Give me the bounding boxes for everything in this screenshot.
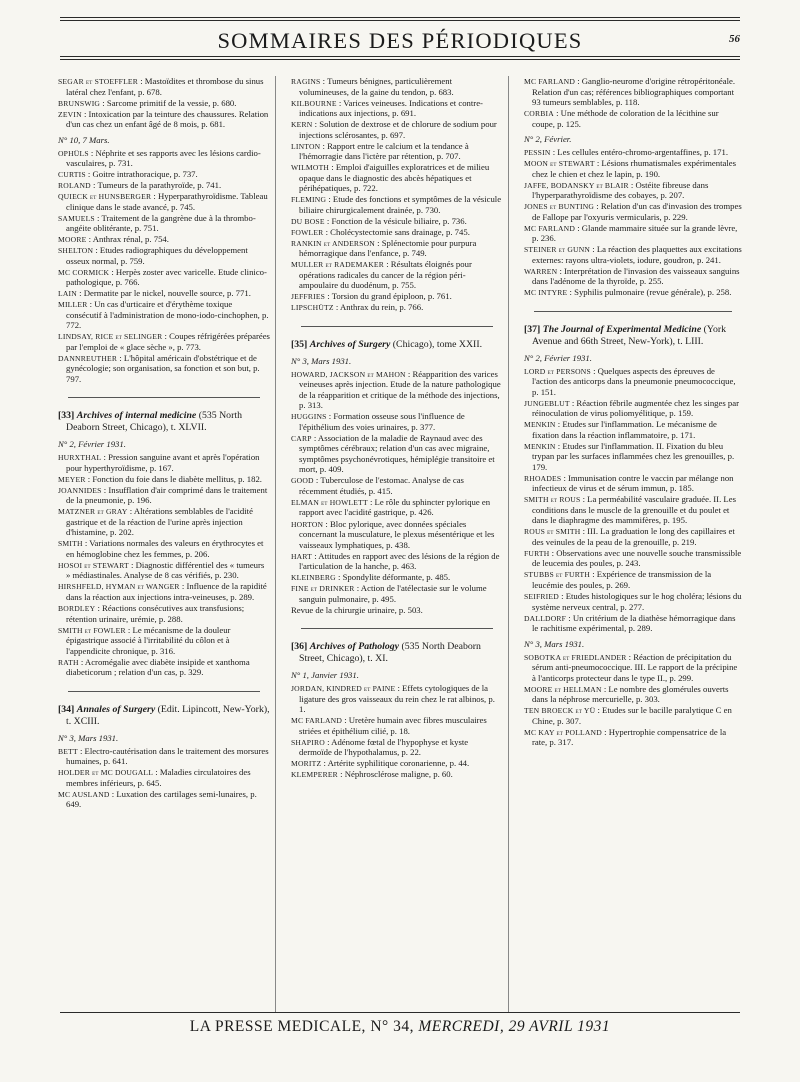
article-authors: HART <box>291 551 313 561</box>
journal-heading <box>58 704 270 728</box>
article-authors: SMITH et FOWLER <box>58 625 126 635</box>
article-title: : Le mécanisme de la douleur épigastrique associé à l'irritabilité du côlon et à l'appendicite chronique, p. 316. <box>66 624 231 656</box>
article-authors: JAFFE, BODANSKY et BLAIR <box>524 180 629 190</box>
article-authors: MENKIN <box>524 420 556 430</box>
article-authors: SHAPIRO <box>291 737 325 747</box>
article-title: : Bloc pylorique, avec données spéciales concernant la musculature, le plexus mésentérique et les vaisseaux lymphatiques, p. 438. <box>299 518 495 550</box>
issue-heading: N° 3, Mars 1931. <box>58 732 119 743</box>
article-title: : Un cas d'urticaire et d'érythème toxique consécutif à l'administration de mono-iodo-cinchophen, p. 772. <box>66 299 269 331</box>
article-title: : Réapparition des varices veineuses après injection. Etude de la nature pathologique de la réapparition et critique de la méthode des injections, p. 313. <box>299 368 501 411</box>
article-entry <box>524 548 742 569</box>
article-entry <box>291 715 503 736</box>
issue-heading: N° 2, Février 1931. <box>58 439 126 450</box>
article-authors: CURTIS <box>58 170 86 180</box>
footer-issue: N° 34, <box>370 1018 414 1035</box>
article-title: : Artérite syphilitique coronarienne, p. 44. <box>323 758 470 769</box>
article-entry <box>291 497 503 518</box>
article-entry <box>524 266 742 287</box>
article-title: : Torsion du grand épiploon, p. 761. <box>327 291 452 302</box>
article-entry <box>524 180 742 201</box>
article-title: : Résultats éloignés pour opérations radicales du cancer de la région péri-ampoulaire du duodénum, p. 755. <box>299 259 472 291</box>
article-title: : Association de la maladie de Raynaud avec des symptômes cérébraux; relation d'un cas avec migraine, symptômes psychonévrotiques, hémiplégie transitoire et mort, p. 409. <box>299 432 495 475</box>
article-authors: KLEMPERER <box>291 770 338 780</box>
article-title: : Néphrosclérose maligne, p. 60. <box>340 769 453 780</box>
article-title: : Varices veineuses. Indications et contre-indications aux injections, p. 691. <box>299 97 483 119</box>
article-authors: LORD et PERSONS <box>524 366 591 376</box>
article-entry <box>524 366 742 398</box>
column-3 <box>524 76 742 1012</box>
journal-name: Annales of Surgery <box>76 703 156 715</box>
article-authors: MOORE <box>58 235 87 245</box>
article-title: : Goitre intrathoracique, p. 737. <box>87 169 198 180</box>
footer-journal: LA PRESSE MEDICALE, <box>189 1018 366 1035</box>
article-title: : Influence de la rapidité dans la réaction aux injections intra-veineuses, p. 289. <box>66 581 267 602</box>
article-entry <box>58 98 270 109</box>
article-title: : Un critérium de la diathèse hémorragique dans le rachitisme expérimental, p. 289. <box>532 612 736 634</box>
article-authors: SEGAR et STOEFFLER <box>58 77 139 86</box>
article-authors: HORTON <box>291 519 324 529</box>
article-entry <box>291 141 503 162</box>
article-title: : Hyperparathyroïdisme. Tableau clinique dans le stade avancé, p. 745. <box>66 191 268 212</box>
journal-heading <box>291 339 503 351</box>
article-title: : Quelques aspects des épreuves de l'action des anticorps dans la pneumonie pneumococcique, p. 151. <box>532 365 736 397</box>
article-entry <box>524 684 742 705</box>
article-entry <box>524 76 742 108</box>
column-2 <box>291 76 509 1012</box>
article-entry <box>58 148 270 169</box>
article-entry <box>58 452 270 473</box>
article-title: : Cholécystectomie sans drainage, p. 745. <box>325 226 470 237</box>
article-entry <box>58 506 270 538</box>
article-entry <box>524 727 742 748</box>
header-rule-bottom-2 <box>60 59 740 60</box>
article-entry <box>291 583 503 604</box>
article-authors: WARREN <box>524 266 558 276</box>
page-number: 56 <box>729 33 740 45</box>
article-entry <box>291 683 503 715</box>
article-title: : Fonction de la vésicule biliaire, p. 736. <box>326 215 467 226</box>
article-title: : Tuberculose de l'estomac. Analyse de cas récemment étudiés, p. 415. <box>299 475 464 496</box>
journal-details: (Chicago), tome XXII. <box>392 338 483 350</box>
article-authors: RATH <box>58 657 79 667</box>
article-entry <box>58 288 270 299</box>
article-entry <box>291 238 503 259</box>
article-authors: MENKIN <box>524 441 556 451</box>
article-entry <box>524 223 742 244</box>
article-entry <box>291 119 503 140</box>
footer-date: 29 AVRIL 1931 <box>508 1018 611 1035</box>
article-authors: SMITH et ROUS <box>524 495 581 505</box>
article-title: : Dermatite par le nickel, nouvelle source, p. 771. <box>79 288 251 299</box>
article-entry <box>524 244 742 265</box>
article-authors: MATZNER et GRAY <box>58 507 128 517</box>
article-authors: KLEINBERG <box>291 573 336 583</box>
article-authors: MC AUSLAND <box>58 789 110 799</box>
article-authors: SOBOTKA et FRIEDLANDER <box>524 652 627 662</box>
article-title: : Relation d'un cas d'invasion des trompes de Fallope par l'oxyuris vermicularis, p. 229. <box>532 201 742 222</box>
journal-number: [33] <box>58 410 75 422</box>
article-title: : Tumeurs bénignes, particulièrement volumineuses, de la gaine du tendon, p. 683. <box>299 76 454 97</box>
article-entry <box>58 245 270 266</box>
article-title: : Adénome fœtal de l'hypophyse et kyste dermoïde de l'hypothalamus, p. 22. <box>299 736 469 758</box>
article-entry <box>524 441 742 473</box>
article-entry <box>291 194 503 215</box>
article-entry <box>58 657 270 678</box>
journal-details: (York Avenue and 66th Street, New-York), t. LIII. <box>532 323 727 347</box>
article-authors: MC CORMICK <box>58 267 110 277</box>
page-header-title: SOMMAIRES DES PÉRIODIQUES <box>217 28 583 53</box>
section-divider <box>301 326 493 327</box>
article-entry <box>524 398 742 419</box>
article-title: : La réaction des plaquettes aux excitations externes: rayons ultra-violets, iodure, goudron, p. 241. <box>532 244 742 265</box>
article-entry <box>291 227 503 238</box>
article-title: : Réaction de précipitation du sérum anti-pneumococcique. III. Le rapport de la précipine à l'anticorps protecteur dans le type II., p. 299. <box>532 651 738 683</box>
article-title: : Action de l'atélectasie sur le volume sanguin pulmonaire, p. 495. <box>299 583 487 604</box>
article-authors: ROUS et SMITH <box>524 527 581 537</box>
article-entry <box>58 746 270 767</box>
article-authors: TEN BROECK et YÜ <box>524 706 596 716</box>
article-authors: SHELTON <box>58 246 94 256</box>
article-title: : Traitement de la gangrène due à la thrombo-angéite oblitérante, p. 751. <box>66 212 256 234</box>
article-authors: CARP <box>291 433 312 443</box>
article-authors: HOWARD, JACKSON et MAHON <box>291 369 406 379</box>
journal-heading <box>58 410 270 434</box>
article-title: : Ostéite fibreuse dans l'hyperparathyroïdisme des cobayes, p. 207. <box>532 179 709 201</box>
issue-heading: N° 1, Janvier 1931. <box>291 670 359 681</box>
article-title: : Hypertrophie compensatrice de la rate, p. 317. <box>532 726 727 748</box>
article-authors: BRUNSWIG <box>58 98 101 108</box>
article-title: : Formation osseuse sous l'influence de l'épithélium des voies urinaires, p. 377. <box>299 411 465 432</box>
article-entry <box>291 369 503 411</box>
article-entry <box>291 162 503 194</box>
article-entry <box>58 581 270 602</box>
article-authors: SAMUELS <box>58 213 95 223</box>
article-entry <box>291 551 503 572</box>
article-authors: JEFFRIES <box>291 292 326 302</box>
article-authors: STEINER et GUNN <box>524 245 591 255</box>
article-title: : Etudes radiographiques du développement osseux normal, p. 759. <box>66 245 248 266</box>
article-title: : Maladies circulatoires des membres inférieurs, p. 645. <box>66 767 251 788</box>
journal-name: Archives of Pathology <box>309 641 400 653</box>
article-title: : Expérience de transmission de la leucémie des poules, p. 269. <box>532 569 712 590</box>
journal-details: (535 North Deaborn Street, Chicago), t. XI. <box>299 641 481 665</box>
article-title: : Glande mammaire située sur la grande lèvre, p. 236. <box>532 222 738 244</box>
article-title: : Intoxication par la teinture des chaussures. Relation d'un cas chez un enfant âgé de 8 mois, p. 681. <box>66 108 269 130</box>
article-title: : Etudes sur le bacille paralytique C en Chine, p. 307. <box>532 705 732 726</box>
journal-heading <box>291 641 503 665</box>
article-title: : Pression sanguine avant et après l'opération pour hyperthyroïdisme, p. 167. <box>66 452 260 473</box>
article-authors: KILBOURNE <box>291 98 337 108</box>
article-authors: RHOADES <box>524 473 562 483</box>
article-title: : Tumeurs de la parathyroïde, p. 741. <box>93 180 222 191</box>
article-entry <box>58 76 270 97</box>
article-title: : Diagnostic différentiel des « tumeurs » médiastinales. Analyse de 8 cas vérifiés, p. 230. <box>66 559 265 581</box>
article-entry <box>58 267 270 288</box>
article-entry <box>291 98 503 119</box>
article-authors: DU BOSE <box>291 216 325 226</box>
journal-number: [35] <box>291 338 308 350</box>
header-rule-top <box>60 17 740 18</box>
article-authors: FINE et DRINKER <box>291 584 355 594</box>
article-entry <box>291 519 503 551</box>
journal-number: [34] <box>58 703 75 715</box>
footer-day: MERCREDI, <box>418 1018 505 1035</box>
article-title: : Effets cytologiques de la ligature des gros vaisseaux du rein chez le rat albinos, p. 1. <box>299 683 495 715</box>
article-authors: HURXTHAL <box>58 453 102 463</box>
section-divider <box>68 397 260 398</box>
article-entry <box>524 201 742 222</box>
article-authors: LINDSAY, RICE et SELINGER <box>58 332 163 342</box>
journal-name: The Journal of Experimental Medicine <box>542 323 702 335</box>
article-title: : Le rôle du sphincter pylorique en rapport avec l'acidité gastrique, p. 426. <box>299 496 491 518</box>
footer-rule <box>60 1012 740 1013</box>
article-authors: HIRSHFELD, HYMAN et WANGER <box>58 582 180 592</box>
article-authors: HOLDER et MC DOUGALL <box>58 768 154 778</box>
article-entry <box>524 473 742 494</box>
article-title: : Herpès zoster avec varicelle. Etude clinico-pathologique, p. 766. <box>66 266 267 288</box>
article-entry <box>291 737 503 758</box>
article-entry <box>524 652 742 684</box>
article-title: : Attitudes en rapport avec des lésions de la région de l'articulation de la hanche, p. 463. <box>299 550 500 572</box>
article-title: : Réaction fébrile augmentée chez les singes par réinoculation de virus poliomyélitique, p. 159. <box>532 397 740 419</box>
article-entry <box>524 494 742 526</box>
article-authors: JONES et BUNTING <box>524 202 595 212</box>
journal-name: Archives of internal medicine <box>76 410 197 422</box>
article-authors: RANKIN et ANDERSON <box>291 238 375 248</box>
article-entry <box>58 299 270 331</box>
article-title: : Etudes histologiques sur le hog choléra; lésions du système nerveux central, p. 277. <box>532 591 742 612</box>
article-entry <box>58 485 270 506</box>
article-authors: SMITH <box>58 539 83 549</box>
article-authors: SEIFRIED <box>524 592 559 601</box>
article-entry <box>291 259 503 291</box>
article-entry <box>524 287 742 298</box>
article-authors: MC FARLAND <box>524 223 576 233</box>
article-entry <box>524 419 742 440</box>
article-entry <box>524 613 742 634</box>
section-divider <box>301 628 493 629</box>
article-title: : Interprétation de l'invasion des vaisseaux sanguins dans l'adénome de la thyroïde, p. 255. <box>532 265 740 287</box>
article-entry <box>58 353 270 385</box>
article-entry <box>291 475 503 496</box>
article-authors: HOSOI et STEWART <box>58 560 129 570</box>
article-authors: LIPSCHÜTZ <box>291 303 334 313</box>
section-divider <box>68 691 260 692</box>
article-entry <box>291 769 503 780</box>
article-authors: KERN <box>291 120 313 130</box>
article-authors: FOWLER <box>291 227 324 237</box>
columns-container <box>58 76 742 1012</box>
article-title: : Une méthode de coloration de la lécithine sur coupe, p. 125. <box>532 108 719 129</box>
article-title: : Mastoïdites et thrombose du sinus latéral chez l'enfant, p. 678. <box>66 76 264 97</box>
article-title: : L'hôpital américain d'obstétrique et de gynécologie; son organisation, sa fonction et son but, p. 797. <box>66 352 260 384</box>
article-authors: RAGINS <box>291 77 321 86</box>
issue-heading: N° 3, Mars 1931. <box>524 638 585 649</box>
article-entry <box>58 109 270 130</box>
article-authors: STUBBS et FURTH <box>524 570 591 580</box>
article-title: : Ganglio-neurome d'origine rétropéritonéale. Relation d'un cas; références bibliographiques comportant 93 tumeurs semblables, p. 118. <box>532 76 736 108</box>
article-entry <box>58 169 270 180</box>
article-authors: MOON et STEWART <box>524 159 595 169</box>
article-authors: CORBIA <box>524 109 554 119</box>
article-entry <box>58 625 270 657</box>
journal-details: (Edit. Lipincott, New-York), t. XCIII. <box>66 703 270 727</box>
article-title: : Etude des fonctions et symptômes de la vésicule biliaire chirurgicalement drainée, p. 730. <box>299 194 502 215</box>
article-title: : Luxation des cartilages semi-lunaires, p. 649. <box>66 788 257 810</box>
journal-heading <box>524 324 742 348</box>
article-title: : Splénectomie pour purpura hémorragique dans l'enfance, p. 749. <box>299 237 477 259</box>
article-entry <box>291 216 503 227</box>
article-authors: DANNREUTHER <box>58 353 118 363</box>
article-title: : La perméabilité vasculaire graduée. II. Les conditions dans le muscle de la grenouille et du poulet et dans le diaphragme des mammifères, p. 195. <box>532 494 736 526</box>
article-entry <box>58 474 270 485</box>
article-title: : Les cellules entéro-chromo-argentaffines, p. 171. <box>552 147 729 158</box>
article-title: : Electro-cautérisation dans le traitement des morsures humaines, p. 641. <box>66 745 269 767</box>
article-title: : Réactions consécutives aux transfusions; rétention urinaire, urémie, p. 288. <box>66 603 245 624</box>
journal-name: Archives of Surgery <box>309 338 391 350</box>
article-entry <box>291 572 503 583</box>
article-authors: WILMOTH <box>291 163 330 173</box>
column-1 <box>58 76 276 1012</box>
article-entry <box>58 234 270 245</box>
article-entry <box>524 705 742 726</box>
article-authors: MILLER <box>58 300 88 310</box>
article-authors: ELMAN et HOWLETT <box>291 497 368 507</box>
article-authors: LAIN <box>58 289 77 299</box>
article-title: Revue de la chirurgie urinaire, p. 503. <box>291 604 423 615</box>
article-entry <box>58 560 270 581</box>
article-title: : Anthrax du rein, p. 766. <box>335 302 424 313</box>
article-title: : Insufflation d'air comprimé dans le traitement de la pneumonie, p. 196. <box>66 484 268 506</box>
article-entry <box>524 108 742 129</box>
article-title: : III. La graduation le long des capillaires et des veinules de la peau de la grenouille, p. 219. <box>532 526 735 547</box>
article-authors: FURTH <box>524 548 550 558</box>
article-title: : Solution de dextrose et de chlorure de sodium pour injections sclérosantes, p. 697. <box>299 119 497 140</box>
issue-heading: N° 3, Mars 1931. <box>291 355 352 366</box>
article-authors: MULLER et RADEMAKER <box>291 260 385 270</box>
article-authors: MEYER <box>58 474 86 484</box>
issue-heading: N° 2, Février. <box>524 134 572 145</box>
article-title: : Variations normales des valeurs en érythrocytes et en hémoglobine chez les femmes, p. 206. <box>66 538 264 559</box>
article-title: : Emploi d'aiguilles exploratrices et de milieu opaque dans le diagnostic des abcès hépatiques et périhépatiques, p. 722. <box>299 162 490 194</box>
article-entry <box>524 569 742 590</box>
header-rule-bottom <box>60 56 740 57</box>
article-entry <box>291 433 503 475</box>
article-authors: JUNGEBLUT <box>524 398 570 408</box>
article-entry <box>524 158 742 179</box>
article-authors: JORDAN, KINDRED et PAINE <box>291 684 396 694</box>
article-title: : Etudes sur l'inflammation. Le mécanisme de fixation dans la réaction inflammatoire, p. 171. <box>532 419 717 440</box>
article-title: : Le nombre des glomérules ouverts dans la néphrose mercurielle, p. 303. <box>532 683 729 705</box>
article-authors: MOORE et HELLMAN <box>524 684 602 694</box>
article-entry <box>291 605 503 616</box>
section-divider <box>534 311 732 312</box>
article-title: : Altérations semblables de l'acidité gastrique et de la réaction de l'urine après injection d'histamine, p. 202. <box>66 506 253 538</box>
article-entry <box>58 191 270 212</box>
article-entry <box>524 591 742 612</box>
article-entry <box>58 767 270 788</box>
article-authors: PESSIN <box>524 148 551 158</box>
journal-number: [36] <box>291 641 308 653</box>
article-entry <box>291 758 503 769</box>
issue-heading: N° 10, 7 Mars. <box>58 134 110 145</box>
article-authors: MC INTYRE <box>524 288 568 298</box>
article-entry <box>291 411 503 432</box>
article-entry <box>291 291 503 302</box>
article-entry <box>58 789 270 810</box>
article-title: : Observations avec une nouvelle souche transmissible de leucemia des poules, p. 243. <box>532 547 742 569</box>
article-authors: QUIECK et HUNSBERGER <box>58 192 152 202</box>
article-authors: BETT <box>58 746 78 756</box>
article-title: : Acromégalie avec diabète insipide et xanthoma diabeticorum ; relation d'un cas, p. 329. <box>66 656 250 678</box>
article-entry <box>58 538 270 559</box>
article-title: : Etudes sur l'inflammation. II. Fixation du bleu trypan par les surfaces inflammées chez les grenouilles, p. 179. <box>532 440 735 472</box>
article-title: : Spondylite déformante, p. 485. <box>338 572 451 583</box>
article-title: : Lésions rhumatismales expérimentales chez le chien et chez le lapin, p. 190. <box>532 158 737 179</box>
journal-number: [37] <box>524 323 541 335</box>
article-entry <box>58 213 270 234</box>
article-authors: ZEVIN <box>58 109 82 119</box>
article-title: : Fonction du foie dans le diabète mellitus, p. 182. <box>87 473 262 484</box>
article-authors: FLEMING <box>291 195 327 205</box>
article-title: : Immunisation contre le vaccin par mélange non infectieux de virus et de sérum immun, p. 185. <box>532 472 734 494</box>
article-entry <box>291 76 503 97</box>
article-title: : Syphilis pulmonaire (revue générale), p. 258. <box>569 287 732 298</box>
article-title: : Uretère humain avec fibres musculaires striées et épithélium cilié, p. 18. <box>299 715 487 736</box>
article-entry <box>524 526 742 547</box>
issue-heading: N° 2, Février 1931. <box>524 352 592 363</box>
article-authors: OPHÜLS <box>58 148 89 158</box>
article-authors: JOANNIDES <box>58 485 102 495</box>
article-title: : Sarcome primitif de la vessie, p. 680. <box>102 97 237 108</box>
article-authors: BORDLEY <box>58 604 96 614</box>
article-authors: GOOD <box>291 476 314 486</box>
article-authors: MORITZ <box>291 759 322 769</box>
page-footer <box>0 1018 800 1036</box>
article-authors: MC KAY et POLLAND <box>524 727 602 737</box>
article-entry <box>524 147 742 158</box>
article-title: : Anthrax rénal, p. 754. <box>88 234 169 245</box>
article-authors: HUGGINS <box>291 412 327 422</box>
article-entry <box>291 302 503 313</box>
article-title: : Coupes réfrigérées préparées par l'emploi de « glace sèche », p. 773. <box>66 331 270 352</box>
article-title: : Rapport entre le calcium et la tendance à l'hémorragie dans l'ictère par rétention, p. 707. <box>299 140 469 162</box>
article-authors: LINTON <box>291 141 321 151</box>
header-rule-top-2 <box>60 20 740 21</box>
article-authors: DALLDORF <box>524 613 567 623</box>
article-entry <box>58 603 270 624</box>
article-entry <box>58 331 270 352</box>
journal-details: (535 North Deaborn Street, Chicago), t. XLVII. <box>66 410 242 434</box>
article-authors: MC FARLAND <box>524 77 576 86</box>
article-authors: ROLAND <box>58 181 91 191</box>
article-authors: MC FARLAND <box>291 716 343 726</box>
article-title: : Néphrite et ses rapports avec les lésions cardio-vasculaires, p. 731. <box>66 147 261 169</box>
article-entry <box>58 180 270 191</box>
